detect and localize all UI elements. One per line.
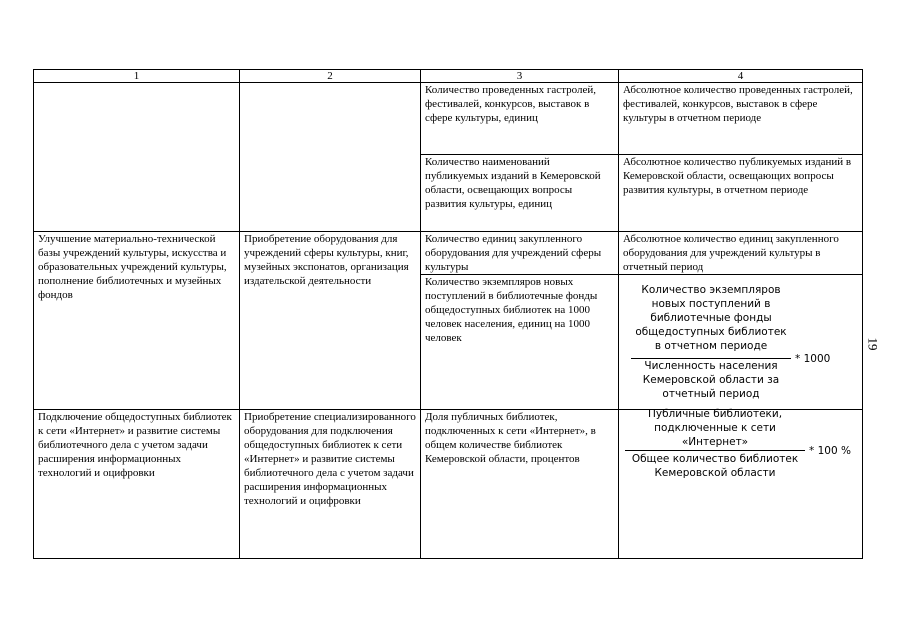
empty-cell bbox=[240, 83, 421, 232]
indicator-cell: Доля публичных библиотек, подключенных к сети «Интернет», в общем количестве библиотек Кемеровской области, процентов bbox=[421, 410, 619, 559]
event-cell: Приобретение оборудования для учреждений сферы культуры, книг, музейных экспонатов, организация издательской деятельности bbox=[240, 232, 421, 410]
page-number: 19 bbox=[865, 337, 881, 351]
event-cell: Приобретение специализированного оборудования для подключения общедоступных библиотек к сети «Интернет» и развитие системы библиотечного дела с учетом задачи расширения информационных технологий и оцифровки bbox=[240, 410, 421, 559]
fraction-line bbox=[625, 450, 805, 451]
formula-numerator: Количество экземпляров новых поступлений в библиотечные фонды общедоступных библиотек в отчетном периоде bbox=[635, 284, 787, 352]
formula-books bbox=[623, 275, 858, 403]
method-cell: Абсолютное количество единиц закупленного оборудования для учреждений культуры в отчетный период bbox=[619, 232, 863, 275]
task-cell: Подключение общедоступных библиотек к сети «Интернет» и развитие системы библиотечного дела с учетом задачи расширения информационных технологий и оцифровки bbox=[34, 410, 240, 559]
method-cell: Абсолютное количество проведенных гастролей, фестивалей, конкурсов, выставок в сфере культуры в отчетном периоде bbox=[619, 83, 863, 155]
method-cell: Абсолютное количество публикуемых изданий в Кемеровской области, освещающих вопросы развития культуры, в отчетном периоде bbox=[619, 155, 863, 232]
empty-cell bbox=[34, 83, 240, 232]
table-row bbox=[34, 410, 863, 559]
indicator-cell: Количество единиц закупленного оборудования для учреждений сферы культуры bbox=[421, 232, 619, 275]
formula-denominator: Общее количество библиотек Кемеровской области bbox=[631, 453, 799, 479]
indicator-cell: Количество наименований публикуемых изданий в Кемеровской области, освещающих вопросы развития культуры, единиц bbox=[421, 155, 619, 232]
formula-denominator: Численность населения Кемеровской области за отчетный период bbox=[642, 360, 780, 400]
formula-cell bbox=[619, 275, 863, 410]
indicator-cell: Количество проведенных гастролей, фестивалей, конкурсов, выставок в сфере культуры, единиц bbox=[421, 83, 619, 155]
formula-internet bbox=[623, 410, 858, 482]
indicator-table bbox=[33, 69, 863, 559]
header-col-4: 4 bbox=[619, 70, 863, 83]
task-cell: Улучшение материально-технической базы учреждений культуры, искусства и образовательных учреждений культуры, пополнение библиотечных и музейных фондов bbox=[34, 232, 240, 410]
formula-numerator: Публичные библиотеки, подключенные к сети «Интернет» bbox=[647, 408, 783, 448]
table-header-row bbox=[34, 70, 863, 83]
formula-cell bbox=[619, 410, 863, 559]
header-col-1: 1 bbox=[34, 70, 240, 83]
formula-multiplier: * 1000 bbox=[795, 353, 831, 365]
table-row bbox=[34, 232, 863, 275]
formula-multiplier: * 100 % bbox=[809, 445, 851, 457]
header-col-3: 3 bbox=[421, 70, 619, 83]
table-row bbox=[34, 83, 863, 155]
indicator-cell: Количество экземпляров новых поступлений в библиотечные фонды общедоступных библиотек на 1000 человек населения, единиц на 1000 человек bbox=[421, 275, 619, 410]
header-col-2: 2 bbox=[240, 70, 421, 83]
